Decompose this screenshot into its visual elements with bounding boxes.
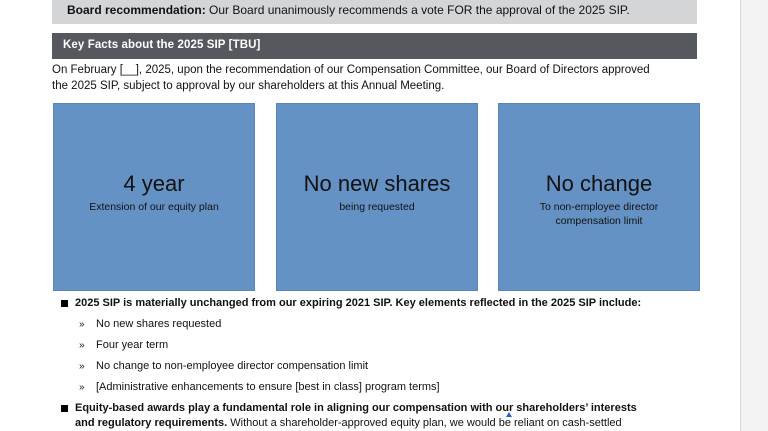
tile-no-change <box>498 103 700 291</box>
bullet-text-line-2 <box>75 416 748 431</box>
tile-subtitle <box>519 200 679 228</box>
text-cursor-marker <box>506 412 512 417</box>
intro-paragraph <box>52 62 712 94</box>
tile-no-new-shares <box>276 103 478 291</box>
board-recommendation-box <box>52 0 697 24</box>
tile-subtitle-line-2: compensation limit <box>555 215 643 227</box>
sub-bullet-text: Four year term <box>96 339 169 351</box>
bullet-item <box>58 293 748 314</box>
double-chevron-icon: » <box>79 319 85 330</box>
bullet-rest: Without a shareholder-approved equity plan, we would be reliant on cash-settled <box>227 417 622 429</box>
tile-subtitle: Extension of our equity plan <box>89 201 219 213</box>
tile-4-year <box>53 103 255 291</box>
tile-subtitle: being requested <box>339 201 415 213</box>
tile-title: 4 year <box>123 171 185 196</box>
double-chevron-icon: » <box>79 361 85 372</box>
double-chevron-icon: » <box>79 340 85 351</box>
sub-bullet-text: No change to non-employee director compensation limit <box>96 360 369 372</box>
intro-line-1: On February [__], 2025, upon the recommendation of our Compensation Committee, our Board of Directors approved <box>52 64 650 76</box>
bullet-text: 2025 SIP is materially unchanged from our expiring 2021 SIP. Key elements reflected in the 2025 SIP include: <box>75 297 642 309</box>
sub-bullet-text: No new shares requested <box>96 318 222 330</box>
section-heading: Key Facts about the 2025 SIP [TBU] <box>52 33 697 59</box>
bullet-text-line-1: Equity-based awards play a fundamental role in aligning our compensation with our shareholders’ interests <box>75 402 637 414</box>
square-bullet-icon <box>61 405 68 412</box>
intro-line-2: the 2025 SIP, subject to approval by our shareholders at this Annual Meeting. <box>52 80 445 92</box>
sub-bullet-text: [Administrative enhancements to ensure [best in class] program terms] <box>96 381 440 393</box>
tile-subtitle-line-1: To non-employee director <box>539 201 659 213</box>
double-chevron-icon: » <box>79 382 85 393</box>
sub-bullet-item <box>58 377 748 398</box>
tile-title: No change <box>545 171 653 196</box>
recommendation-text: Our Board unanimously recommends a vote FOR the approval of the 2025 SIP. <box>205 3 630 17</box>
sub-bullet-item <box>58 314 748 335</box>
recommendation-label: Board recommendation: <box>67 3 206 17</box>
square-bullet-icon <box>61 300 68 307</box>
bullet-item <box>58 398 748 431</box>
sub-bullet-item <box>58 356 748 377</box>
tile-title: No new shares <box>303 171 451 196</box>
bullet-list <box>58 293 748 431</box>
bullet-bold-phrase: and regulatory requirements. <box>75 417 228 429</box>
sub-bullet-item <box>58 335 748 356</box>
key-facts-tiles <box>53 103 700 291</box>
